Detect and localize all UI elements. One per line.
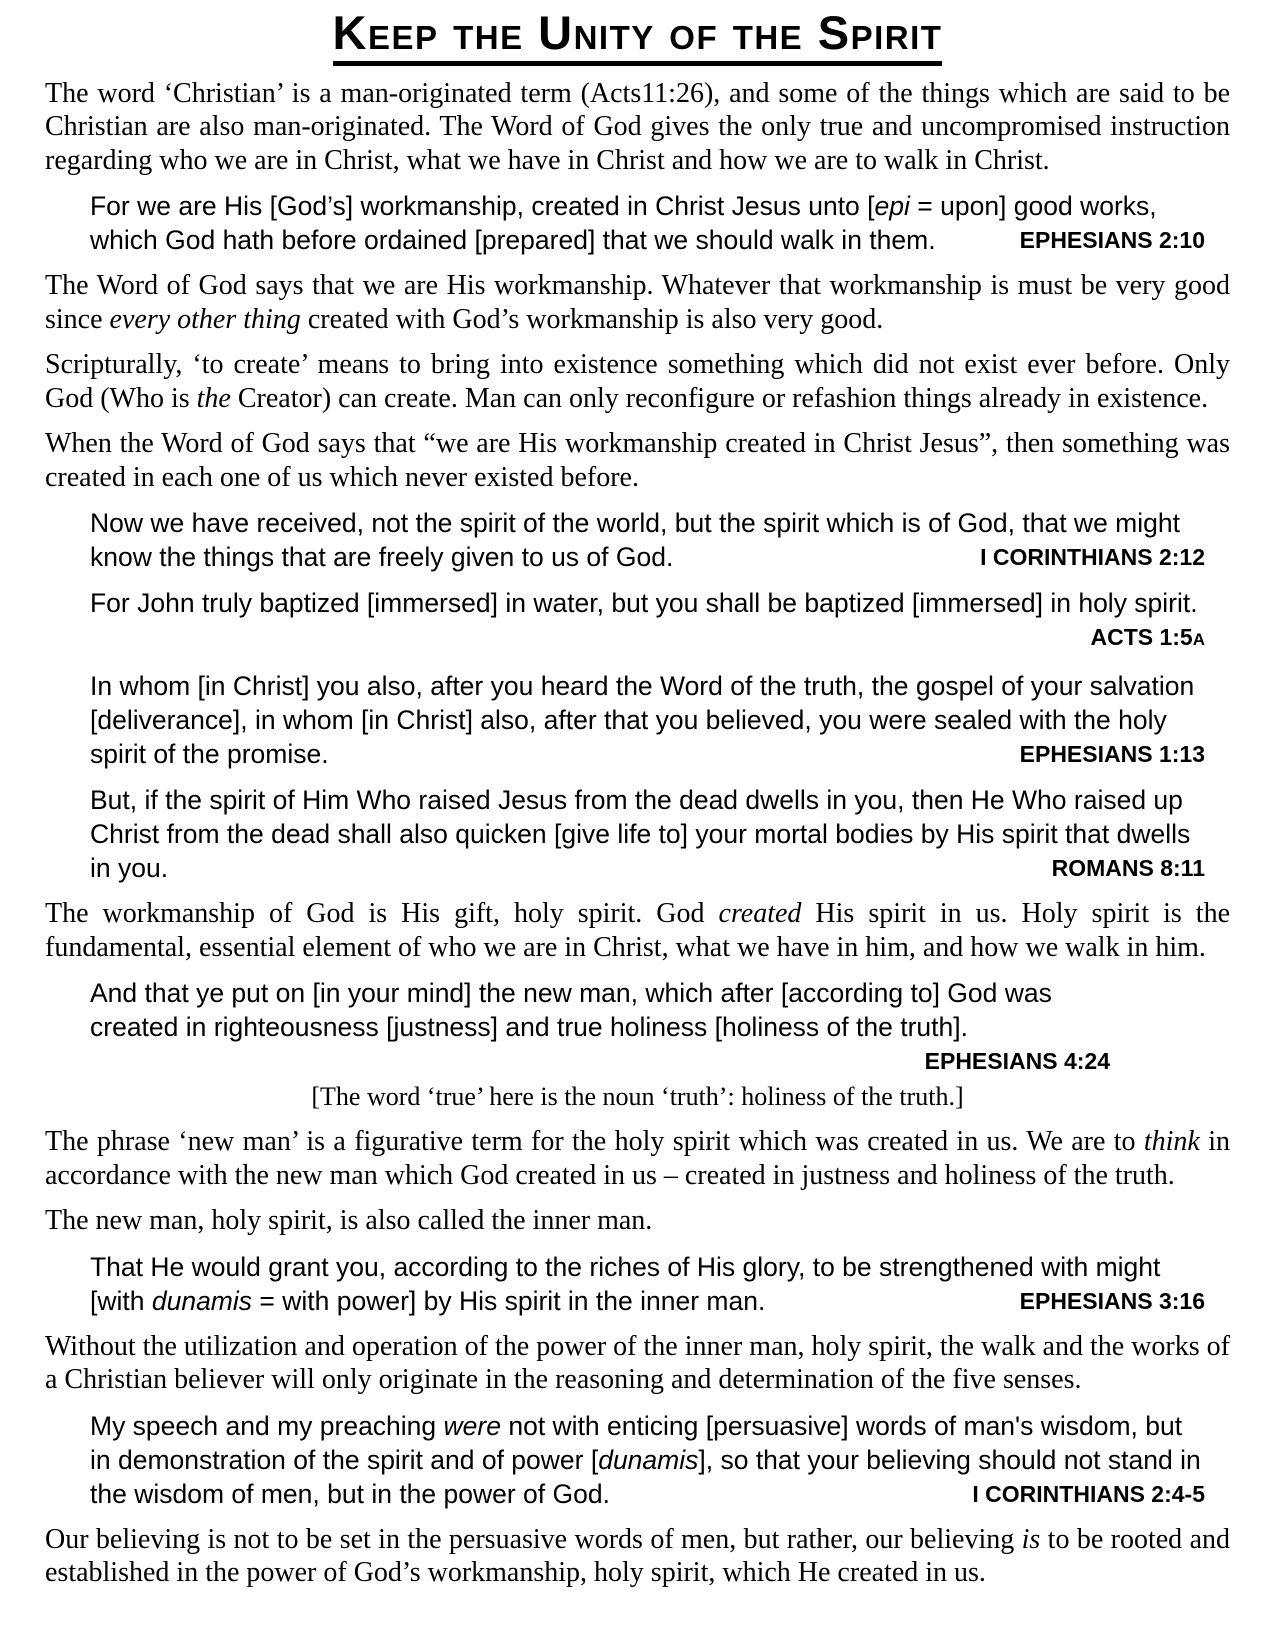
text-run: The workmanship of God is His gift, holy spirit. God bbox=[45, 898, 719, 930]
text-run: created with God’s workmanship is also very good. bbox=[300, 303, 884, 335]
italic-text-run: dunamis bbox=[598, 1444, 699, 1475]
text-run: But, if the spirit of Him Who raised Jesus from the dead dwells in you, then He Who raised up Christ from the dead shall also quicken [give life to] your mortal bodies by His spirit that dwells in you. bbox=[90, 785, 1191, 884]
paragraph bbox=[45, 427, 1230, 494]
text-run: For John truly baptized [immersed] in water, but you shall be baptized [immersed] in holy spirit. bbox=[90, 588, 1198, 619]
scripture-quote bbox=[90, 586, 1205, 657]
text-run: My speech and my preaching bbox=[90, 1410, 444, 1441]
scripture-quote bbox=[90, 783, 1205, 885]
scripture-reference-suffix: A bbox=[1192, 630, 1205, 650]
document-body bbox=[45, 77, 1230, 1590]
text-run: The phrase ‘new man’ is a figurative term for the holy spirit which was created in us. We are to bbox=[45, 1126, 1144, 1158]
scripture-quote bbox=[90, 1250, 1205, 1318]
text-run: in accordance with the new man which God created in us – created in justness and holiness of the truth. bbox=[45, 1126, 1230, 1191]
text-run: When the Word of God says that “we are His workmanship created in Christ Jesus”, then something was created in each one of us which never existed before. bbox=[45, 428, 1230, 493]
paragraph bbox=[45, 1125, 1230, 1192]
text-run: Creator) can create. Man can only reconfigure or refashion things already in existence. bbox=[230, 382, 1209, 414]
bracket-note bbox=[45, 1080, 1230, 1113]
italic-text-run: the bbox=[196, 382, 231, 414]
scripture-reference: ROMANS 8:11 bbox=[1051, 855, 1205, 882]
scripture-quote bbox=[90, 669, 1205, 771]
scripture-quote bbox=[90, 506, 1205, 574]
italic-text-run: think bbox=[1143, 1126, 1200, 1158]
document-title-text: Keep the Unity of the Spirit bbox=[333, 6, 943, 66]
text-run: Scripturally, ‘to create’ means to bring into existence something which did not exist ever before. Only God (Who is bbox=[45, 349, 1230, 414]
text-run: For we are His [God’s] workmanship, created in Christ Jesus unto [ bbox=[90, 191, 875, 222]
text-run: Now we have received, not the spirit of the world, but the spirit which is of God, that we might know the things that are freely given to us of God. bbox=[90, 508, 1180, 573]
paragraph bbox=[45, 1523, 1230, 1590]
scripture-quote bbox=[90, 1409, 1205, 1511]
paragraph bbox=[45, 1204, 1230, 1238]
text-run: not with enticing [persuasive] words of man's wisdom, but in demonstration of the spirit and of power [ bbox=[90, 1410, 1183, 1475]
italic-text-run: created bbox=[718, 898, 802, 930]
text-run: to be rooted and established in the power of God’s workmanship, holy spirit, which He created in us. bbox=[45, 1523, 1230, 1589]
paragraph bbox=[45, 77, 1230, 178]
scripture-quote bbox=[90, 189, 1205, 257]
text-run: = upon] good works, which God hath before ordained [prepared] that we should walk in them. bbox=[90, 191, 1157, 256]
text-run: The word ‘Christian’ is a man-originated term (Acts11:26), and some of the things which are said to be Christian are also man-originated. The Word of God gives the only true and uncompromised instruction regarding who we are in Christ, what we have in Christ and how we are to walk in Christ. bbox=[45, 77, 1230, 176]
paragraph bbox=[45, 1330, 1230, 1397]
document-title bbox=[333, 8, 943, 59]
italic-text-run: were bbox=[443, 1410, 501, 1441]
paragraph bbox=[45, 348, 1230, 415]
italic-text-run: epi bbox=[874, 191, 910, 222]
paragraph bbox=[45, 269, 1230, 336]
text-run: Without the utilization and operation of the power of the inner man, holy spirit, the walk and the works of a Christian believer will only originate in the reasoning and determination of the five senses. bbox=[45, 1330, 1230, 1396]
text-run: The Word of God says that we are His workmanship. Whatever that workmanship is must be very good since bbox=[45, 270, 1230, 335]
text-run: [The word ‘true’ here is the noun ‘truth’: holiness of the truth.] bbox=[311, 1082, 964, 1112]
text-run: = with power] by His spirit in the inner man. bbox=[252, 1285, 766, 1316]
paragraph bbox=[45, 897, 1230, 964]
scripture-reference: EPHESIANS 2:10 bbox=[1019, 227, 1205, 254]
text-run: Our believing is not to be set in the persuasive words of men, but rather, our believing bbox=[45, 1523, 1022, 1555]
scripture-quote bbox=[90, 976, 1110, 1078]
text-run: His spirit in us. Holy spirit is the fundamental, essential element of who we are in Christ, what we have in him, and how we walk in him. bbox=[45, 898, 1230, 963]
scripture-reference: I CORINTHIANS 2:12 bbox=[980, 544, 1205, 571]
text-run: ], so that your believing should not stand in the wisdom of men, but in the power of God. bbox=[90, 1444, 1201, 1509]
italic-text-run: dunamis bbox=[151, 1285, 253, 1316]
italic-text-run: every other thing bbox=[109, 303, 301, 335]
scripture-reference: I CORINTHIANS 2:4-5 bbox=[972, 1480, 1205, 1507]
text-run: And that ye put on [in your mind] the new man, which after [according to] God was created in righteousness [justness] and true holiness [holiness of the truth]. bbox=[90, 978, 1052, 1043]
italic-text-run: is bbox=[1021, 1523, 1041, 1555]
text-run: The new man, holy spirit, is also called the inner man. bbox=[45, 1205, 653, 1237]
text-run: That He would grant you, according to the riches of His glory, to be strengthened with might [with bbox=[90, 1251, 1161, 1316]
text-run: In whom [in Christ] you also, after you heard the Word of the truth, the gospel of your salvation [deliverance], in whom [in Christ] also, after that you believed, you were sealed with the holy spirit of the promise. bbox=[90, 671, 1195, 770]
scripture-reference: ACTS 1:5A bbox=[1090, 624, 1205, 651]
scripture-reference: EPHESIANS 3:16 bbox=[1019, 1287, 1205, 1314]
scripture-reference: EPHESIANS 1:13 bbox=[1019, 741, 1205, 768]
scripture-reference: EPHESIANS 4:24 bbox=[924, 1048, 1110, 1075]
document-header bbox=[45, 8, 1230, 59]
